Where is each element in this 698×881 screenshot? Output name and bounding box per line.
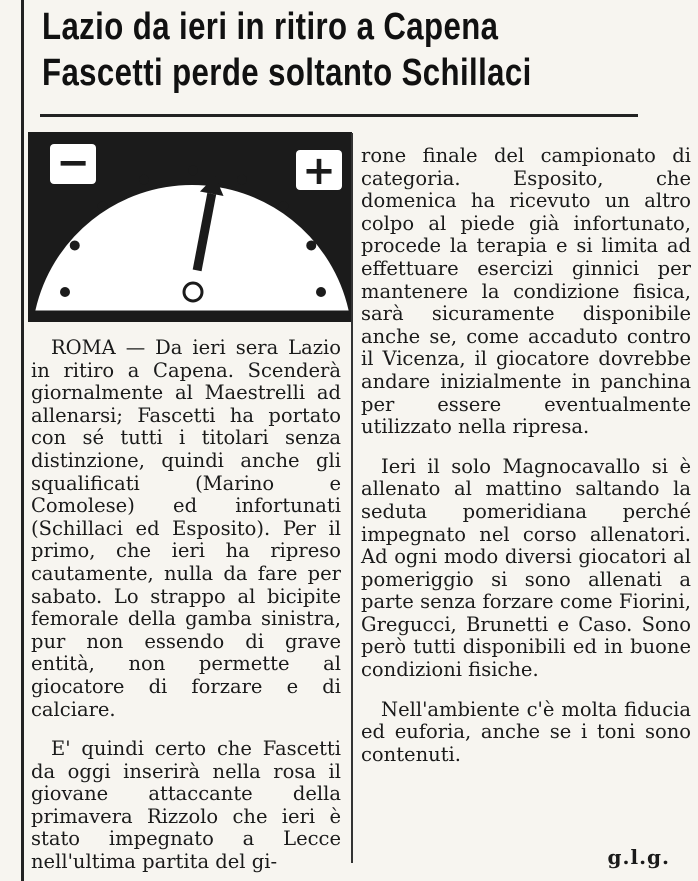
left-border-rule [21,0,24,881]
gauge-tick-dot [60,287,70,297]
gauge-tick-dot [70,240,80,250]
gauge-graphic [28,132,352,322]
gauge-tick-dot [279,201,289,211]
paragraph-ambiente: Nell'ambiente c'è molta fiducia ed euforia, anche se i toni sono contenuti. [361,697,691,766]
gauge-tick-dot [97,201,107,211]
column-divider [351,133,353,863]
paragraph-rizzolo: E' quindi certo che Fascetti da oggi inserirà nella rosa il giovane attaccante della primavera Rizzolo che ieri è stato impegnato a Lecce nell'ultima partita del gi- [31,737,341,874]
paragraph-roma: ROMA — Da ieri sera Lazio in ritiro a Capena. Scenderà giornalmente al Maestrelli ad allenarsi; Fascetti ha portato con sé tutti i titolari senza distinzione, quindi anche gli squalificati (Marino e Comolese) ed infortunati (Schillaci ed Esposito). Per il primo, che ieri ha ripreso cautamente, nulla da fare per sabato. Lo strappo al bicipite femorale della gamba sinistra, pur non essendo di grave entità, non permette al giocatore di forzare e di calciare. [31,336,341,721]
headline [42,4,534,96]
author-signature: g.l.g. [607,845,670,869]
headline-line-2: Fascetti perde soltanto Schillaci [42,52,532,94]
headline-underline [40,114,638,117]
paragraph-magnocavallo: Ieri il solo Magnocavallo si è allenato al mattino saltando la seduta pomeridiana perché impegnato nel corso allenatori. Ad ogni modo diversi giocatori al pomeriggio si sono allenati a parte senza forzare come Fiorini, Gregucci, Brunetti e Caso. Sono però tutti disponibili ed in buone condizioni fisiche. [361,454,691,682]
gauge-pivot [184,283,202,301]
gauge-tick-dot [188,165,198,175]
article-column-left [31,337,341,874]
paragraph-esposito: rone finale del campionato di categoria. Esposito, che domenica ha ricevuto un altro colpo al piede già infortunato, procede la terapia e si limita ad effettuare esercizi ginnici per mantenere la condizione fisica, sarà sicuramente disponibile anche se, come accaduto contro il Vicenza, il giocatore dovrebbe andare inizialmente in panchina per essere eventualmente utilizzato nella ripresa. [361,144,691,439]
minus-icon: − [56,140,90,186]
article-column-right [361,145,691,766]
headline-line-1: Lazio da ieri in ritiro a Capena [42,6,499,48]
gauge-tick-dot [306,240,316,250]
gauge-tick-dot [237,175,247,185]
gauge-tick-dot [316,287,326,297]
gauge-tick-dot [139,175,149,185]
plus-icon: + [302,148,336,194]
